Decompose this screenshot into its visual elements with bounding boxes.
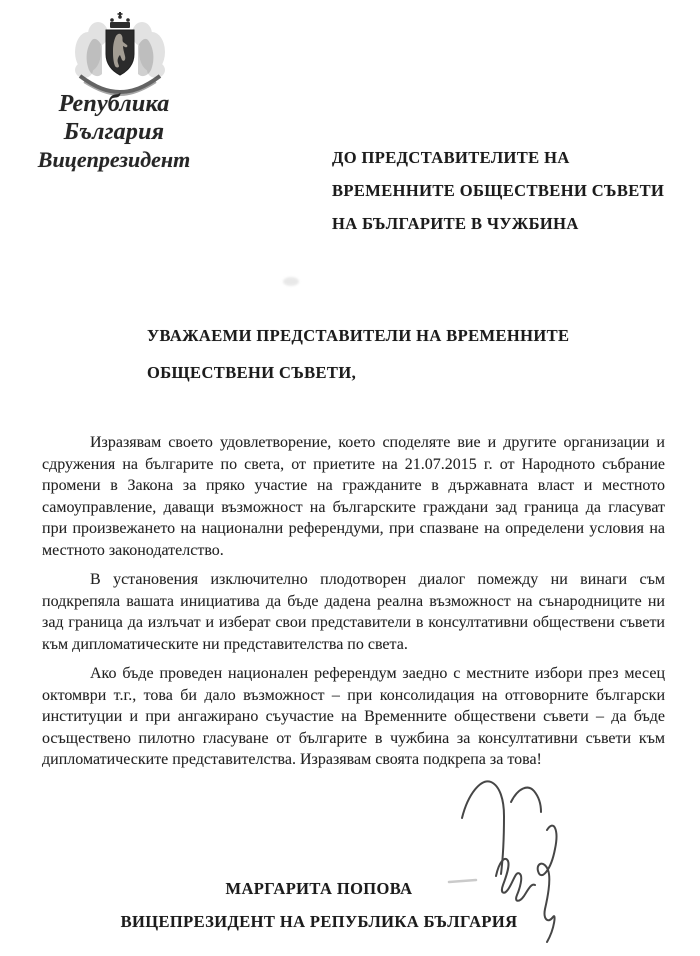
paragraph-2: В установения изключително плодотворен диалог помежду ни винаги съм подкрепяла вашата инициатива да бъде дадена реална възможност на сънародниците ни зад граница да излъчат и изберат свои представители в консултативни обществени съвети към дипломатическите ни представителства по света. xyxy=(42,571,665,653)
scan-smudge xyxy=(283,277,299,286)
recipient-line-1: ДО ПРЕДСТАВИТЕЛИТЕ НА xyxy=(332,148,570,167)
recipient-block xyxy=(332,141,664,240)
letter-body xyxy=(42,432,665,779)
salutation-line-2: ОБЩЕСТВЕНИ СЪВЕТИ, xyxy=(147,363,357,382)
recipient-line-3: НА БЪЛГАРИТЕ В ЧУЖБИНА xyxy=(332,214,579,233)
paragraph-3: Ако бъде проведен национален референдум заедно с местните избори през месец октомври т.г., това би дало възможност – при консолидация на отговорните български институции и при ангажирано съучастие на Временните обществени съвети – да бъде осъществено пилотно гласуване от българите в чужбина за консултативни съвети към дипломатическите представителства. Изразявам своята подкрепа за това! xyxy=(42,665,665,768)
signoff-name: МАРГАРИТА ПОПОВА xyxy=(225,879,413,898)
letterhead-office: Вицепрезидент xyxy=(37,147,191,172)
recipient-line-2: ВРЕМЕННИТЕ ОБЩЕСТВЕНИ СЪВЕТИ xyxy=(332,181,665,200)
letterhead-country: Република България xyxy=(58,91,170,145)
bulgaria-coat-of-arms-icon xyxy=(58,10,182,96)
salutation xyxy=(147,317,569,391)
letterhead xyxy=(16,90,212,173)
signoff-title: ВИЦЕПРЕЗИДЕНТ НА РЕПУБЛИКА БЪЛГАРИЯ xyxy=(120,912,518,931)
paragraph-1: Изразявам своето удовлетворение, което споделяте вие и другите организации и сдружения на българите по света, от приетите на 21.07.2015 г. от Народното събрание промени в Закона за пряко участие на гражданите в държавната власт и местното самоуправление, даващи възможност на българските граждани зад граница да гласуват при произвежането на национални референдуми, при спазване на определени условия на местното законодателство. xyxy=(42,434,665,559)
salutation-line-1: УВАЖАЕМИ ПРЕДСТАВИТЕЛИ НА ВРЕМЕННИТЕ xyxy=(147,326,570,345)
signoff-block xyxy=(58,878,580,933)
